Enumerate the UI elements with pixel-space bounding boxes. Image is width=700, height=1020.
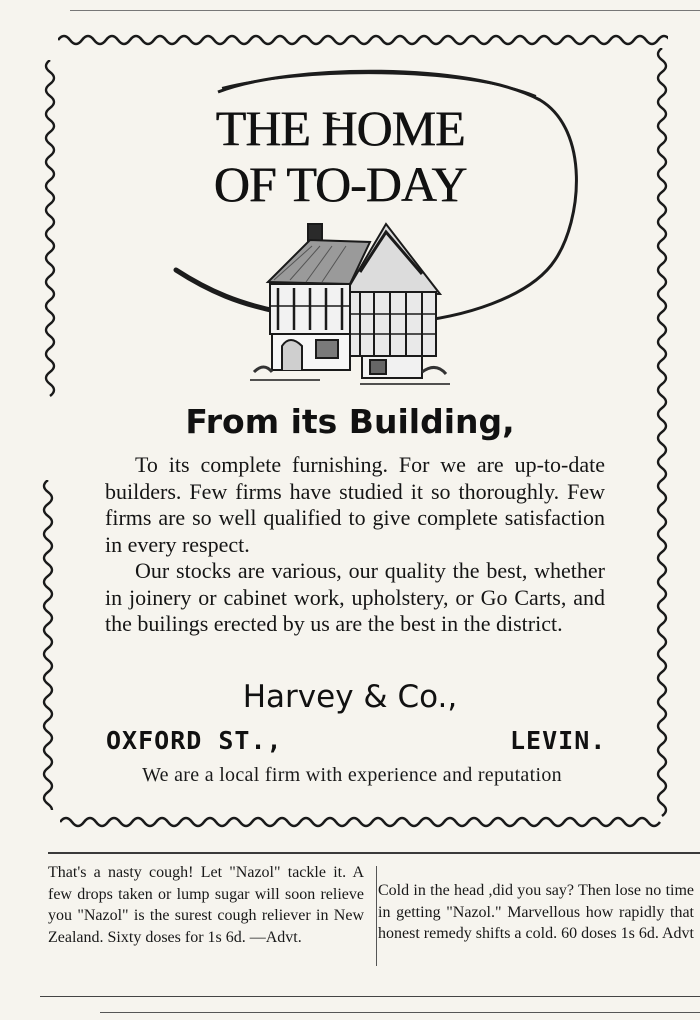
notices-top-rule	[48, 852, 700, 854]
company-name: Harvey & Co.,	[242, 679, 458, 715]
border-right-icon	[652, 48, 672, 818]
house-icon	[250, 222, 450, 387]
notices-bottom-rule	[40, 996, 700, 997]
advert-paragraph-2: Our stocks are various, our quality the best, whether in joinery or cabinet work, upholstery, or Go Carts, and the builings erected by us are the best in the district.	[105, 558, 605, 636]
page-bottom-rule	[100, 1012, 700, 1013]
border-bottom-icon	[60, 812, 670, 832]
street-address: OXFORD ST.,	[106, 726, 283, 755]
headline-line-2: OF TO-DAY	[213, 156, 467, 212]
headline	[160, 100, 520, 212]
advert-paragraph-1: To its complete furnishing. For we are up-to-date builders. Few firms have studied it so thoroughly. Few firms are so well qualified to give complete satisfaction in every respect.	[105, 452, 605, 557]
notice-left-text: That's a nasty cough! Let "Nazol" tackle it. A few drops taken or lump sugar will soon relieve you "Nazol" is the surest cough reliever in New Zealand. Sixty doses for 1s 6d. —Advt.	[48, 864, 364, 946]
headline-line-1: THE HOME	[215, 100, 465, 156]
notice-right	[378, 880, 694, 945]
tagline: We are a local firm with experience and reputation	[142, 764, 562, 786]
notice-left	[48, 862, 364, 948]
column-divider	[376, 866, 377, 966]
border-left-lower-icon	[38, 480, 58, 810]
subheading: From its Building,	[185, 402, 515, 441]
border-left-upper-icon	[40, 60, 60, 400]
border-top-icon	[58, 30, 668, 50]
advert-body	[105, 452, 605, 638]
notice-right-text: Cold in the head ,did you say? Then lose no time in getting "Nazol." Marvellous how rapidly that honest remedy shifts a cold. 60 doses 1s 6d. Advt	[378, 882, 694, 942]
town-name: LEVIN.	[510, 726, 607, 755]
page-top-rule	[70, 10, 700, 11]
